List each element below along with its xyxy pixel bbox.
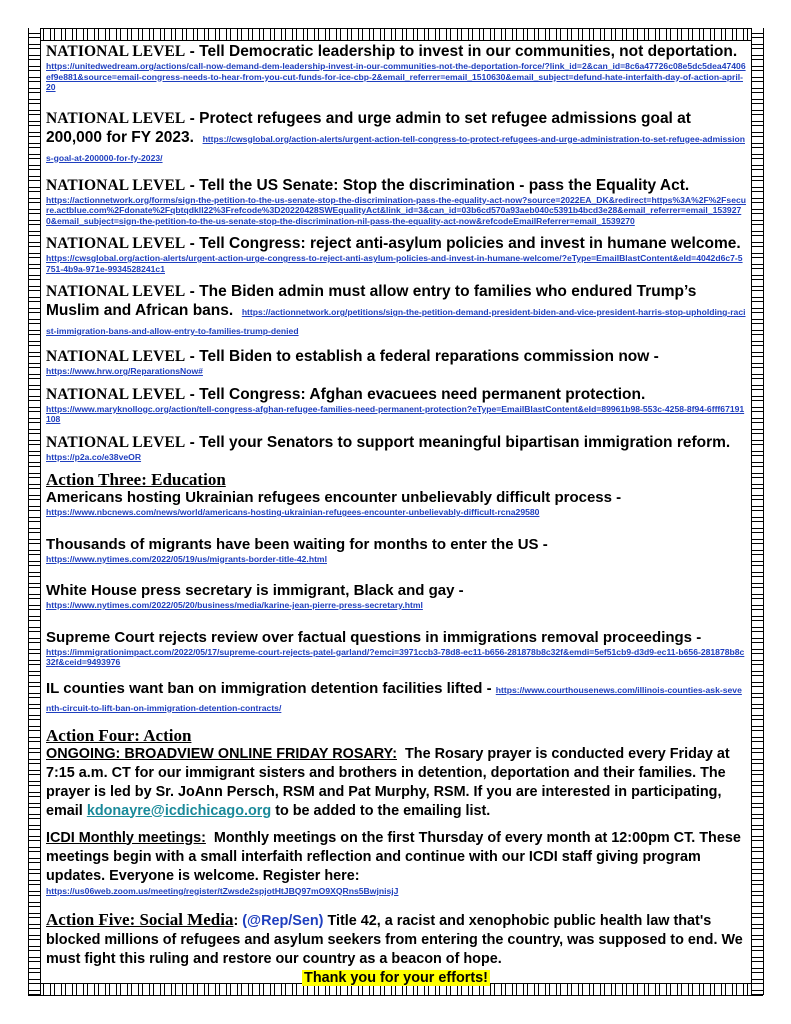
action-link[interactable]: https://unitedwedream.org/actions/call-now-demand-dem-leadership-invest-in-our-communities-not-the-deportation-force/?link_id=2&can_id=8c6a47726c08e5dc5dea47406ef9e881&source=email-congress-needs-to-hear-from-you-cut-funds-for-ice-cbp-2&email_referrer=email_1510630&email_subject=defund-hate-interfaith-day-of-action-april-20 xyxy=(46,61,746,92)
border-left-pattern xyxy=(28,28,41,995)
email-link[interactable]: kdonayre@icdichicago.org xyxy=(86,802,272,819)
section-heading-action: Action Four: Action xyxy=(46,725,192,745)
rosary-text: The Rosary prayer is conducted every Friday at 7:15 a.m. CT for our immigrant sisters and brothers in detention, deportation and their families. The prayer is led by Sr. JoAnn Persch, RSM and Pat Murphy, RSM. If you are interested in participating, email xyxy=(46,745,730,819)
news-link[interactable]: https://www.nbcnews.com/news/world/americans-hosting-ukrainian-refugees-encounter-unbelievably-difficult-rcna29580 xyxy=(46,507,540,517)
action-link[interactable]: https://p2a.co/e38veOR xyxy=(46,451,142,462)
action-link[interactable]: https://cwsglobal.org/action-alerts/urgent-action-tell-congress-to-protect-refugees-and-urge-administration-to-set-refugee-admissions-goal-at-200000-for-fy-2023/ xyxy=(46,133,745,163)
level-label: NATIONAL LEVEL xyxy=(46,348,186,365)
level-label: NATIONAL LEVEL xyxy=(46,176,186,194)
national-item-1: NATIONAL LEVEL - Tell Democratic leadership to invest in our communities, not deportation. https://unitedwedream.org/actions/call-now-demand-dem-leadership-invest-in-our-communities-not-the-deportation-force/?link_id=2&can_id=8c6a47726c08e5dc5dea47406ef9e881&source=email-congress-needs-to-hear-from-you-cut-funds-for-ice-cbp-2&email_referrer=email_1510630&email_subject=defund-hate-interfaith-day-of-action-april-20 xyxy=(46,43,746,92)
level-label: NATIONAL LEVEL xyxy=(46,109,186,127)
headline: Tell Congress: reject anti-asylum policies and invest in humane welcome. xyxy=(199,235,741,252)
action-link[interactable]: https://actionnetwork.org/petitions/sign-the-petition-demand-president-biden-and-vice-president-harris-stop-upholding-racist-immigration-bans-and-allow-entry-to-families-trump-denied xyxy=(46,307,746,336)
thanks-line xyxy=(46,969,746,987)
level-label: NATIONAL LEVEL xyxy=(46,43,186,60)
document-body xyxy=(46,42,746,987)
headline: Tell Congress: Afghan evacuees need permanent protection. xyxy=(199,385,646,403)
thanks-highlight: Thank you for your efforts! xyxy=(304,970,488,986)
headline: Tell your Senators to support meaningful bipartisan immigration reform. xyxy=(199,433,731,451)
meetings-paragraph xyxy=(46,829,746,897)
action-link[interactable]: https://actionnetwork.org/forms/sign-the-petition-to-the-us-senate-stop-the-discrimination-pass-the-equality-act-now?source=2022EA_DK&redirect=https%3A%2F%2Fsecure.actblue.com%2Fdonate%2Fqbtqdkll22%3Frefcode%3D20220428SWEqualityAct&link_id=3&can_id=03b6cd570a93aeb040c5391b4bcd3e28&email_referrer=email_1539270&email_subject=sign-the-petition-to-the-us-senate-stop-the-discrimination-nil-pass-the-equality-act-now&refcodeEmailReferrer=email_1539270 xyxy=(46,194,747,226)
national-item-5: NATIONAL LEVEL - The Biden admin must allow entry to families who endured Trump’s Muslim and African bans. https://actionnetwork.org/petitions/sign-the-petition-demand-president-biden-and-vice-president-harris-stop-upholding-racist-immigration-bans-and-allow-entry-to-families-trump-denied xyxy=(46,283,746,336)
news-link[interactable]: https://www.courthousenews.com/illinois-counties-ask-seventh-circuit-to-lift-ban-on-immigration-detention-contracts/ xyxy=(46,684,742,713)
news-item-5 xyxy=(46,680,746,716)
border-top-pattern xyxy=(28,28,763,41)
news-title: White House press secretary is immigrant, Black and gay - xyxy=(46,582,464,599)
news-title: Supreme Court rejects review over factual questions in immigrations removal proceedings - xyxy=(46,628,702,646)
social-media-paragraph: Action Five: Social Media: (@Rep/Sen) Title 42, a racist and xenophobic public health law that's blocked millions of refugees and asylum seekers from entering the country, was supposed to end. We must fight this ruling and restore our country as a beacon of hope. xyxy=(46,910,743,967)
section-heading-social: Action Five: Social Media xyxy=(46,910,234,929)
level-label: NATIONAL LEVEL xyxy=(46,385,186,403)
level-label: NATIONAL LEVEL xyxy=(46,235,186,252)
national-item-4: NATIONAL LEVEL - Tell Congress: reject anti-asylum policies and invest in humane welcome. https://cwsglobal.org/action-alerts/urgent-action-urge-congress-to-reject-anti-asylum-policies-and-invest-in-humane-welcome/?eType=EmailBlastContent&eId=4042d6c7-5751-4b9a-971e-9934528241c1 xyxy=(46,234,746,274)
national-item-3: NATIONAL LEVEL - Tell the US Senate: Stop the discrimination - pass the Equality Act. https://actionnetwork.org/forms/sign-the-petition-to-the-us-senate-stop-the-discrimination-pass-the-equality-act-now?source=2022EA_DK&redirect=https%3A%2F%2Fsecure.actblue.com%2Fdonate%2Fqbtqdkll22%3Frefcode%3D20220428SWEqualityAct&link_id=3&can_id=03b6cd570a93aeb040c5391b4bcd3e28&email_referrer=email_1539270&email_subject=sign-the-petition-to-the-us-senate-stop-the-discrimination-nil-pass-the-equality-act-now&refcodeEmailReferrer=email_1539270 xyxy=(46,176,747,226)
national-item-6: NATIONAL LEVEL - Tell Biden to establish a federal reparations commission now - https://www.hrw.org/ReparationsNow# xyxy=(46,347,746,377)
action-link[interactable]: https://cwsglobal.org/action-alerts/urgent-action-urge-congress-to-reject-anti-asylum-policies-and-invest-in-humane-welcome/?eType=EmailBlastContent&eId=4042d6c7-5751-4b9a-971e-9934528241c1 xyxy=(46,253,743,274)
section-heading-education: Action Three: Education xyxy=(46,470,226,489)
level-label: NATIONAL LEVEL xyxy=(46,433,186,451)
headline: Tell Biden to establish a federal reparations commission now - xyxy=(199,348,659,365)
news-title: Thousands of migrants have been waiting for months to enter the US - xyxy=(46,535,548,553)
meetings-title: ICDI Monthly meetings: xyxy=(46,829,206,846)
news-link[interactable]: https://immigrationimpact.com/2022/05/17/supreme-court-rejects-patel-garland/?emci=3971ccb3-78d8-ec11-b656-281878b8c32f&emdi=5ef51cb9-d3d9-ec11-b656-281878b8c32f&ceid=9493976 xyxy=(46,646,745,667)
national-item-2: NATIONAL LEVEL - Protect refugees and urge admin to set refugee admissions goal at 200,000 for FY 2023. https://cwsglobal.org/action-alerts/urgent-action-tell-congress-to-protect-refugees-and-urge-administration-to-set-refugee-admissions-goal-at-200000-for-fy-2023/ xyxy=(46,109,745,163)
level-label: NATIONAL LEVEL xyxy=(46,283,186,300)
rosary-title: ONGOING: BROADVIEW ONLINE FRIDAY ROSARY: xyxy=(46,745,397,762)
headline: Protect refugees and urge admin to set refugee admissions goal at 200,000 for FY 2023. xyxy=(46,109,691,146)
social-text: Title 42, a racist and xenophobic public health law that's blocked millions of refugees and asylum seekers from entering the country, was supposed to end. We must fight this ruling and restore our country as a beacon of hope. xyxy=(46,913,743,967)
rep-sen-handle: (@Rep/Sen) xyxy=(242,913,324,929)
news-title: IL counties want ban on immigration detention facilities lifted - xyxy=(46,679,492,697)
news-item-2 xyxy=(46,536,746,565)
meetings-text: Monthly meetings on the first Thursday of every month at 12:00pm CT. These meetings begin with a small interfaith reflection and continue with our ICDI staff giving program updates. Everyone is welcome. Register here: xyxy=(46,829,741,884)
news-link[interactable]: https://www.nytimes.com/2022/05/19/us/migrants-border-title-42.html xyxy=(46,553,327,564)
national-item-7: NATIONAL LEVEL - Tell Congress: Afghan evacuees need permanent protection. https://www.maryknollogc.org/action/tell-congress-afghan-refugee-families-need-permanent-protection?eType=EmailBlastContent&eId=89961b98-553c-4258-8f94-6fff67191108 xyxy=(46,385,745,424)
action-link[interactable]: https://www.maryknollogc.org/action/tell-congress-afghan-refugee-families-need-permanent-protection?eType=EmailBlastContent&eId=89961b98-553c-4258-8f94-6fff67191108 xyxy=(46,403,745,424)
action-link[interactable]: https://www.hrw.org/ReparationsNow# xyxy=(46,366,203,376)
rosary-tail: to be added to the emailing list. xyxy=(275,802,491,819)
headline: Tell Democratic leadership to invest in our communities, not deportation. xyxy=(199,43,738,60)
border-right-pattern xyxy=(751,28,764,995)
headline: The Biden admin must allow entry to families who endured Trump’s Muslim and African bans. xyxy=(46,283,697,319)
news-item-1 xyxy=(46,489,746,518)
news-item-3 xyxy=(46,582,746,611)
rosary-paragraph xyxy=(46,745,746,821)
national-item-8: NATIONAL LEVEL - Tell your Senators to support meaningful bipartisan immigration reform. https://p2a.co/e38veOR xyxy=(46,433,746,463)
news-title: Americans hosting Ukrainian refugees encounter unbelievably difficult process - xyxy=(46,489,622,506)
headline: Tell the US Senate: Stop the discrimination - pass the Equality Act. xyxy=(199,176,690,194)
news-item-4 xyxy=(46,629,746,668)
register-link[interactable]: https://us06web.zoom.us/meeting/register/tZwsde2spjotHtJBQ97mO9XQRns5BwjnisjJ xyxy=(46,885,399,896)
news-link[interactable]: https://www.nytimes.com/2022/05/20/business/media/karine-jean-pierre-press-secretary.html xyxy=(46,600,423,610)
